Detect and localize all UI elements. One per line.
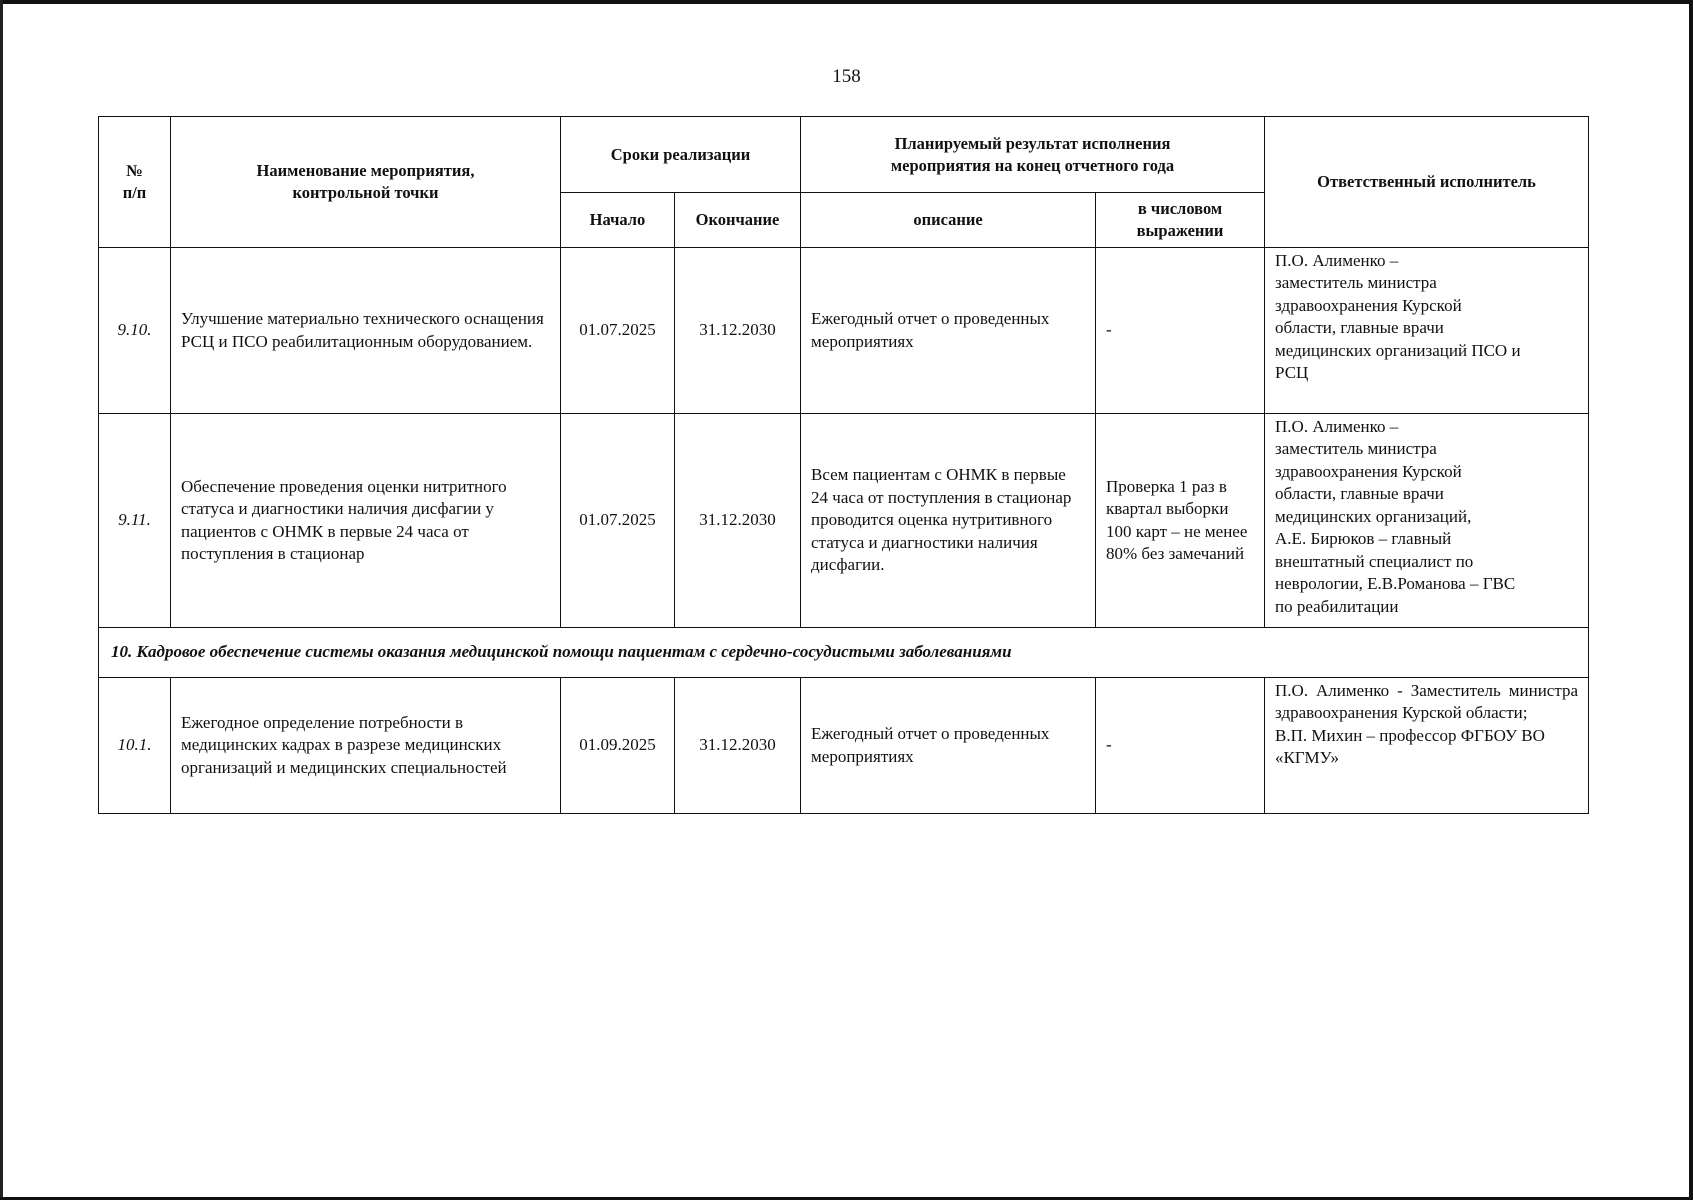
table-row: [99, 678, 1589, 814]
header-name: Наименование мероприятия, контрольной точки: [171, 117, 561, 248]
scan-edge-top: [0, 0, 1693, 4]
row-start: 01.07.2025: [561, 414, 675, 628]
header-start: Начало: [561, 193, 675, 248]
header-terms: Сроки реализации: [561, 117, 801, 193]
header-end: Окончание: [675, 193, 801, 248]
header-planned: Планируемый результат исполнения мероприятия на конец отчетного года: [801, 117, 1265, 193]
row-description: Ежегодный отчет о проведенных мероприятиях: [801, 248, 1096, 414]
row-start: 01.07.2025: [561, 248, 675, 414]
row-responsible: П.О. Алименко – заместитель министра здравоохранения Курской области, главные врачи медицинских организаций ПСО и РСЦ: [1265, 248, 1589, 414]
table-row: [99, 414, 1589, 628]
row-responsible: [1265, 678, 1589, 814]
row-numeric: -: [1096, 678, 1265, 814]
row-end: 31.12.2030: [675, 248, 801, 414]
measures-table: [98, 116, 1589, 814]
row-responsible: П.О. Алименко – заместитель министра здравоохранения Курской области, главные врачи медицинских организаций, А.Е. Бирюков – главный внештатный специалист по неврологии, Е.В.Романова – ГВС по реабилитации: [1265, 414, 1589, 628]
row-numeric: -: [1096, 248, 1265, 414]
header-description: описание: [801, 193, 1096, 248]
row-name: Ежегодное определение потребности в медицинских кадрах в разрезе медицинских организаций и медицинских специальностей: [171, 678, 561, 814]
header-numeric: в числовом выражении: [1096, 193, 1265, 248]
scan-edge-right: [1689, 0, 1693, 1200]
row-num: 9.11.: [99, 414, 171, 628]
table-row: [99, 248, 1589, 414]
row-end: 31.12.2030: [675, 678, 801, 814]
row-description: Ежегодный отчет о проведенных мероприятиях: [801, 678, 1096, 814]
page-number: 158: [832, 66, 861, 87]
header-row-1: [99, 117, 1589, 193]
section-heading: 10. Кадровое обеспечение системы оказания медицинской помощи пациентам с сердечно-сосудистыми заболеваниями: [99, 628, 1589, 678]
row-name: Обеспечение проведения оценки нитритного статуса и диагностики наличия дисфагии у пациентов с ОНМК в первые 24 часа от поступления в стационар: [171, 414, 561, 628]
header-num: № п/п: [99, 117, 171, 248]
row-description: Всем пациентам с ОНМК в первые 24 часа от поступления в стационар проводится оценка нутритивного статуса и диагностики наличия дисфагии.: [801, 414, 1096, 628]
row-num: 9.10.: [99, 248, 171, 414]
row-end: 31.12.2030: [675, 414, 801, 628]
row-name: Улучшение материально технического оснащения РСЦ и ПСО реабилитационным оборудованием.: [171, 248, 561, 414]
row-num: 10.1.: [99, 678, 171, 814]
header-responsible: Ответственный исполнитель: [1265, 117, 1589, 248]
row-start: 01.09.2025: [561, 678, 675, 814]
responsible-line-1: П.О. Алименко - Заместитель министра здравоохранения Курской области;: [1275, 681, 1579, 723]
responsible-line-2: В.П. Михин – профессор ФГБОУ ВО «КГМУ»: [1275, 725, 1545, 768]
scan-edge-left: [0, 0, 3, 1200]
row-numeric: Проверка 1 раз в квартал выборки 100 карт – не менее 80% без замечаний: [1096, 414, 1265, 628]
section-heading-row: [99, 628, 1589, 678]
